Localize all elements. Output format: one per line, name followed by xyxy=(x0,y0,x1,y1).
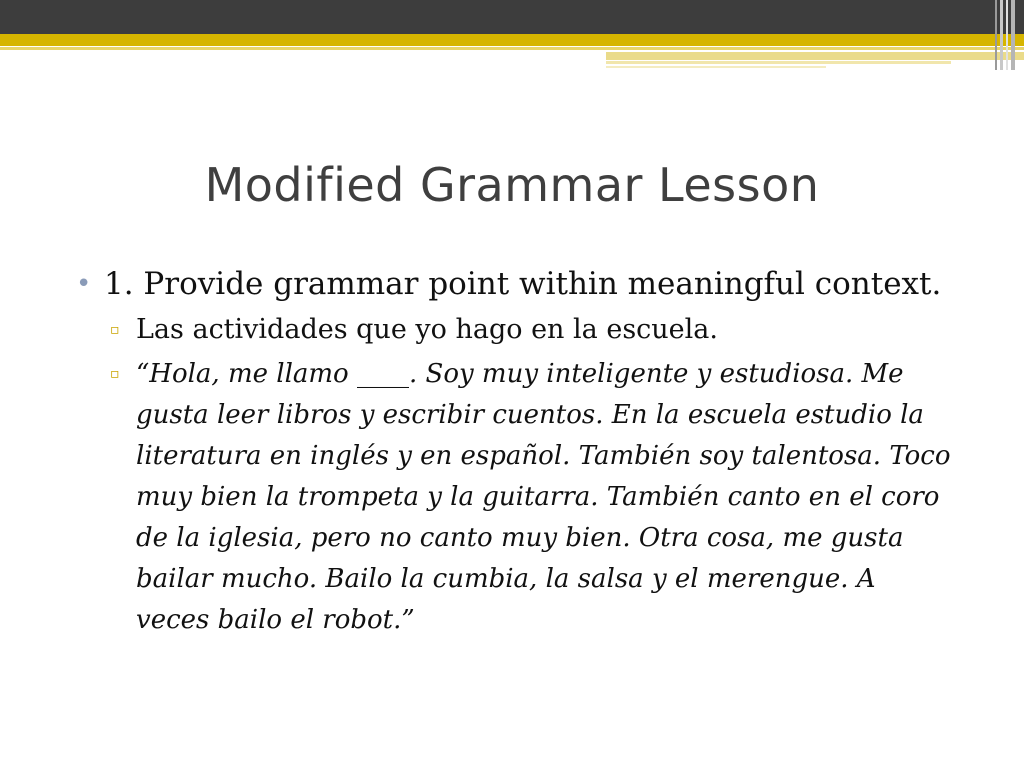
square-bullet-icon: ▫ xyxy=(110,366,120,382)
round-bullet-icon: • xyxy=(76,269,92,299)
slide-body xyxy=(76,262,956,645)
corner-decorative-lines xyxy=(992,0,1024,70)
gold-accent-short-line xyxy=(606,52,1024,60)
sub-bullet-text: Las actividades que yo hago en la escuela. xyxy=(136,314,718,345)
sub-bullet-item xyxy=(76,354,956,641)
square-bullet-icon: ▫ xyxy=(110,322,120,338)
gold-accent-stripe xyxy=(0,34,1024,46)
gold-accent-short-line xyxy=(606,61,951,64)
sub-bullet-text: “Hola, me llamo ____. Soy muy inteligente y estudiosa. Me gusta leer libros y escribir cuentos. En la escuela estudio la literatura en inglés y en español. También soy talentosa. Toco muy bien la trompeta y la guitarra. También canto en el coro de la iglesia, pero no canto muy bien. Otra cosa, me gusta bailar mucho. Bailo la cumbia, la salsa y el merengue. A veces bailo el robot.” xyxy=(136,359,951,635)
top-decorative-bar xyxy=(0,0,1024,34)
gold-accent-line xyxy=(0,47,1024,50)
slide-title: Modified Grammar Lesson xyxy=(204,158,820,212)
bullet-text: 1. Provide grammar point within meaningful context. xyxy=(104,266,942,302)
sub-bullet-item xyxy=(76,310,956,350)
bullet-item xyxy=(76,262,956,306)
gold-accent-short-line xyxy=(606,66,826,68)
